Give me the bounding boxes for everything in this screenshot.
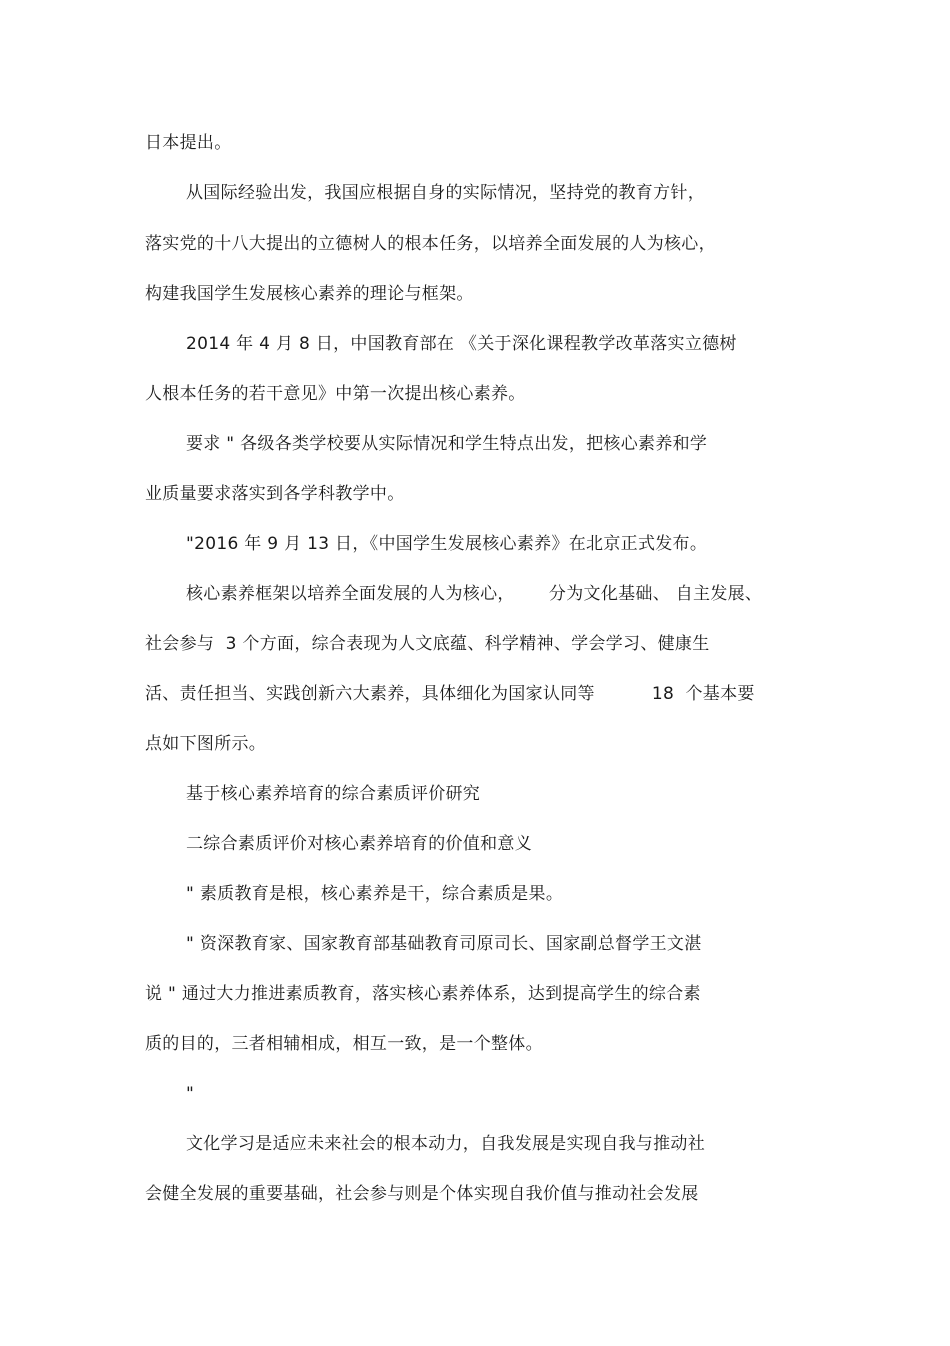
- text-line: 2014 年 4 月 8 日，中国教育部在 《关于深化课程教学改革落实立德树: [186, 334, 737, 354]
- text-line: 活、责任担当、实践创新六大素养，具体细化为国家认同等 18 个基本要: [145, 684, 755, 704]
- text-line: 构建我国学生发展核心素养的理论与框架。: [145, 284, 474, 304]
- text-line: 落实党的十八大提出的立德树人的根本任务，以培养全面发展的人为核心，: [145, 234, 716, 254]
- text-line: 核心素养框架以培养全面发展的人为核心， 分为文化基础、 自主发展、: [186, 584, 763, 604]
- text-line: " 资深教育家、国家教育部基础教育司原司长、国家副总督学王文湛: [186, 934, 702, 954]
- text-line: ": [186, 1084, 195, 1104]
- text-line: 二综合素质评价对核心素养培育的价值和意义: [186, 834, 532, 854]
- text-line: 人根本任务的若干意见》中第一次提出核心素养。: [145, 384, 526, 404]
- text-line: 质的目的，三者相辅相成，相互一致，是一个整体。: [145, 1034, 543, 1054]
- text-line: 文化学习是适应未来社会的根本动力，自我发展是实现自我与推动社: [186, 1134, 705, 1154]
- text-line: " 素质教育是根，核心素养是干，综合素质是果。: [186, 884, 564, 904]
- text-line: 点如下图所示。: [145, 734, 267, 754]
- text-line: 日本提出。: [145, 133, 232, 153]
- text-line: 社会参与 3 个方面，综合表现为人文底蕴、科学精神、学会学习、健康生: [145, 634, 710, 654]
- text-line: 会健全发展的重要基础，社会参与则是个体实现自我价值与推动社会发展: [145, 1184, 699, 1204]
- text-line: 要求 " 各级各类学校要从实际情况和学生特点出发，把核心素养和学: [186, 434, 708, 454]
- text-line: 业质量要求落实到各学科教学中。: [145, 484, 405, 504]
- text-line: 从国际经验出发，我国应根据自身的实际情况，坚持党的教育方针，: [186, 183, 705, 203]
- text-line: 说 " 通过大力推进素质教育，落实核心素养体系，达到提高学生的综合素: [145, 984, 701, 1004]
- text-line: "2016 年 9 月 13 日，《中国学生发展核心素养》在北京正式发布。: [186, 534, 708, 554]
- text-line: 基于核心素养培育的综合素质评价研究: [186, 784, 481, 804]
